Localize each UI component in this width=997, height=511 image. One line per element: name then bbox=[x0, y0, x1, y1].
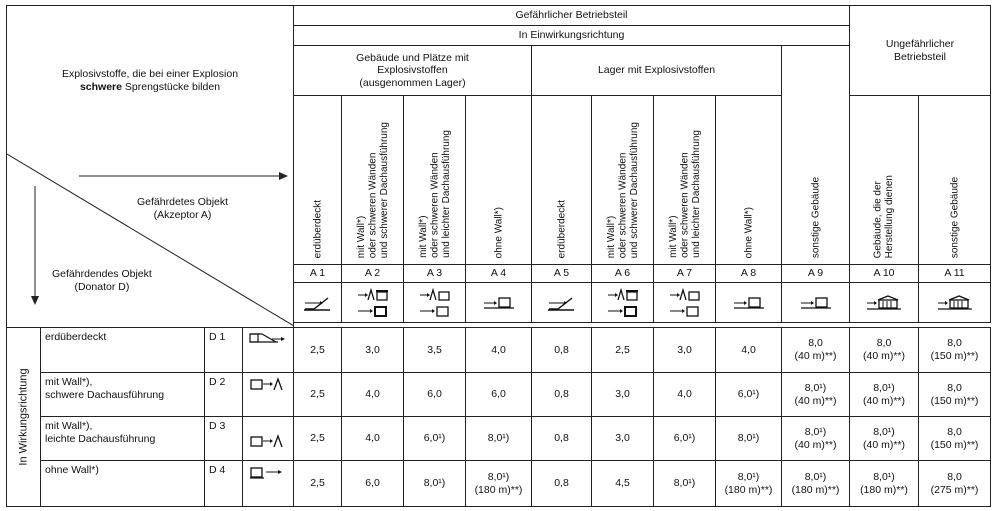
table-cell-value: 8,0 (150 m)**) bbox=[919, 417, 991, 461]
table-cell-value: 8,0¹) bbox=[466, 417, 532, 461]
column-symbol-cell bbox=[716, 283, 782, 323]
side-direction-label-cell bbox=[7, 328, 41, 507]
column-code: A 8 bbox=[716, 265, 782, 283]
table-cell-value: 3,0 bbox=[592, 417, 654, 461]
row-code: D 3 bbox=[205, 417, 243, 461]
row-symbol-cell bbox=[243, 328, 294, 373]
factory-building-icon bbox=[866, 294, 902, 312]
table-cell-value: 4,0 bbox=[716, 328, 782, 373]
row-code: D 4 bbox=[205, 461, 243, 507]
column-symbol-cell bbox=[466, 283, 532, 323]
row-symbol-cell bbox=[243, 373, 294, 417]
row-code: D 1 bbox=[205, 328, 243, 373]
table-cell-value: 2,5 bbox=[294, 328, 342, 373]
table-cell-value: 8,0¹) (40 m)**) bbox=[850, 417, 919, 461]
column-code: A 6 bbox=[592, 265, 654, 283]
column-symbol-cell bbox=[654, 283, 716, 323]
column-label-cell bbox=[919, 96, 991, 265]
table-cell-value: 3,0 bbox=[342, 328, 404, 373]
table-cell-value: 6,0¹) bbox=[716, 373, 782, 417]
donor-wall-icon bbox=[248, 434, 288, 450]
row-label: ohne Wall*) bbox=[41, 461, 205, 507]
heading-bold-word: schwere bbox=[79, 81, 122, 94]
column-label: ohne Wall*) bbox=[742, 206, 754, 258]
column-label: erdüberdeckt bbox=[555, 199, 567, 258]
table-cell-value: 8,0¹) (40 m)**) bbox=[782, 417, 850, 461]
table-cell-value: 8,0¹) (40 m)**) bbox=[850, 373, 919, 417]
table-cell-value: 2,5 bbox=[294, 373, 342, 417]
donor-label-text: Gefährdendes Objekt bbox=[52, 268, 152, 280]
column-code: A 1 bbox=[294, 265, 342, 283]
column-symbol-cell bbox=[342, 283, 404, 323]
table-cell-value: 4,0 bbox=[342, 373, 404, 417]
earth-covered-icon bbox=[546, 294, 578, 312]
table-cell-value: 4,0 bbox=[466, 328, 532, 373]
table-cell-value: 8,0 (275 m)**) bbox=[919, 461, 991, 507]
table-cell-value: 0,8 bbox=[532, 461, 592, 507]
table-cell-value: 6,0 bbox=[466, 373, 532, 417]
table-cell-value: 8,0 (40 m)**) bbox=[782, 328, 850, 373]
wall-light-roof-icon bbox=[668, 288, 702, 318]
column-code: A 9 bbox=[782, 265, 850, 283]
table-cell-value: 8,0¹) (180 m)**) bbox=[850, 461, 919, 507]
in-direction-header: In Einwirkungsrichtung bbox=[294, 26, 850, 46]
heading-line2: Sprengstücke bilden bbox=[121, 81, 221, 94]
column-label: erdüberdeckt bbox=[311, 199, 323, 258]
column-label-cell bbox=[466, 96, 532, 265]
column-label-cell bbox=[654, 96, 716, 265]
donor-label bbox=[52, 268, 152, 294]
factory-building-icon bbox=[937, 294, 973, 312]
table-cell-value: 6,0¹) bbox=[654, 417, 716, 461]
table-cell-value: 8,0¹) (180 m)**) bbox=[782, 461, 850, 507]
wall-light-roof-icon bbox=[418, 288, 452, 318]
wall-heavy-roof-icon bbox=[606, 288, 640, 318]
column-code: A 10 bbox=[850, 265, 919, 283]
table-cell-value: 8,0¹) bbox=[654, 461, 716, 507]
no-wall-icon bbox=[482, 294, 516, 312]
table-cell-value: 2,5 bbox=[294, 417, 342, 461]
table-cell-value: 4,0 bbox=[342, 417, 404, 461]
column-label-cell bbox=[782, 46, 850, 265]
column-symbol-cell bbox=[782, 283, 850, 323]
table-cell-value: 3,0 bbox=[654, 328, 716, 373]
table-cell-value: 6,0¹) bbox=[404, 417, 466, 461]
column-symbol-cell bbox=[294, 283, 342, 323]
table-cell-value: 0,8 bbox=[532, 373, 592, 417]
table-cell-value: 0,8 bbox=[532, 328, 592, 373]
column-symbol-cell bbox=[404, 283, 466, 323]
no-wall-icon bbox=[799, 294, 833, 312]
table-cell-value: 4,0 bbox=[654, 373, 716, 417]
table-cell-value: 8,0 (40 m)**) bbox=[850, 328, 919, 373]
column-label: mit Wall*) oder schweren Wänden und schwerer Dachausführung bbox=[605, 121, 640, 258]
column-label: mit Wall*) oder schweren Wänden und leichter Dachausführung bbox=[667, 130, 702, 258]
table-cell-value: 8,0¹) (40 m)**) bbox=[782, 373, 850, 417]
buildings-group-header: Gebäude und Plätze mit Explosivstoffen (ausgenommen Lager) bbox=[294, 46, 532, 96]
donor-earth-covered-icon bbox=[248, 332, 288, 348]
column-symbol-cell bbox=[592, 283, 654, 323]
acceptor-label-text: Gefährdetes Objekt bbox=[137, 196, 229, 208]
table-cell-value: 8,0¹) (180 m)**) bbox=[466, 461, 532, 507]
column-label: sonstige Gebäude bbox=[809, 176, 821, 258]
column-code: A 11 bbox=[919, 265, 991, 283]
row-code: D 2 bbox=[205, 373, 243, 417]
table-cell-value: 8,0¹) bbox=[404, 461, 466, 507]
column-symbol-cell bbox=[919, 283, 991, 323]
table-cell-value: 2,5 bbox=[294, 461, 342, 507]
table-cell-value: 8,0¹) (180 m)**) bbox=[716, 461, 782, 507]
column-label-cell bbox=[716, 96, 782, 265]
column-label-cell bbox=[294, 96, 342, 265]
column-label: mit Wall*) oder schweren Wänden und schwerer Dachausführung bbox=[355, 121, 390, 258]
wall-heavy-roof-icon bbox=[356, 288, 390, 318]
table-cell-value: 6,0 bbox=[404, 373, 466, 417]
corner-header-cell bbox=[7, 6, 294, 328]
column-label: sonstige Gebäude bbox=[948, 176, 960, 258]
table-cell-value: 0,8 bbox=[532, 417, 592, 461]
column-label-cell bbox=[404, 96, 466, 265]
row-symbol-cell bbox=[243, 417, 294, 461]
table-cell-value: 3,0 bbox=[592, 373, 654, 417]
table-cell-value: 4,5 bbox=[592, 461, 654, 507]
table-cell-value: 2,5 bbox=[592, 328, 654, 373]
donor-no-wall-icon bbox=[248, 465, 288, 481]
column-label: ohne Wall*) bbox=[492, 206, 504, 258]
row-label: mit Wall*), schwere Dachausführung bbox=[41, 373, 205, 417]
heading-line1: Explosivstoffe, die bei einer Explosion bbox=[61, 68, 239, 80]
column-label-cell bbox=[532, 96, 592, 265]
column-label: Gebäude, die der Herstellung dienen bbox=[872, 174, 895, 258]
safe-part-header: Ungefährlicher Betriebsteil bbox=[850, 6, 991, 96]
table-cell-value: 8,0 (150 m)**) bbox=[919, 373, 991, 417]
column-label-cell bbox=[592, 96, 654, 265]
row-label: mit Wall*), leichte Dachausführung bbox=[41, 417, 205, 461]
column-code: A 3 bbox=[404, 265, 466, 283]
dangerous-part-header: Gefährlicher Betriebsteil bbox=[294, 6, 850, 26]
column-label-cell bbox=[342, 96, 404, 265]
no-wall-icon bbox=[732, 294, 766, 312]
column-code: A 4 bbox=[466, 265, 532, 283]
column-label-cell bbox=[850, 96, 919, 265]
earth-covered-icon bbox=[302, 294, 334, 312]
row-symbol-cell bbox=[243, 461, 294, 507]
column-symbol-cell bbox=[850, 283, 919, 323]
column-code: A 5 bbox=[532, 265, 592, 283]
column-label: mit Wall*) oder schweren Wänden und leichter Dachausführung bbox=[417, 130, 452, 258]
column-code: A 7 bbox=[654, 265, 716, 283]
table-cell-value: 8,0¹) bbox=[716, 417, 782, 461]
table-row bbox=[7, 417, 991, 461]
table-cell-value: 6,0 bbox=[342, 461, 404, 507]
column-code: A 2 bbox=[342, 265, 404, 283]
acceptor-label bbox=[137, 196, 228, 222]
table-row bbox=[7, 461, 991, 507]
table-row bbox=[7, 328, 991, 373]
donor-wall-icon bbox=[248, 377, 288, 393]
table-cell-value: 3,5 bbox=[404, 328, 466, 373]
donor-label-sub: (Donator D) bbox=[74, 281, 130, 294]
table-cell-value: 8,0 (150 m)**) bbox=[919, 328, 991, 373]
table-row bbox=[7, 373, 991, 417]
safety-distance-table bbox=[6, 5, 991, 507]
side-direction-label: In Wirkungsrichtung bbox=[16, 368, 29, 466]
storage-group-header: Lager mit Explosivstoffen bbox=[532, 46, 782, 96]
column-symbol-cell bbox=[532, 283, 592, 323]
row-label: erdüberdeckt bbox=[41, 328, 205, 373]
acceptor-label-sub: (Akzeptor A) bbox=[153, 209, 212, 222]
